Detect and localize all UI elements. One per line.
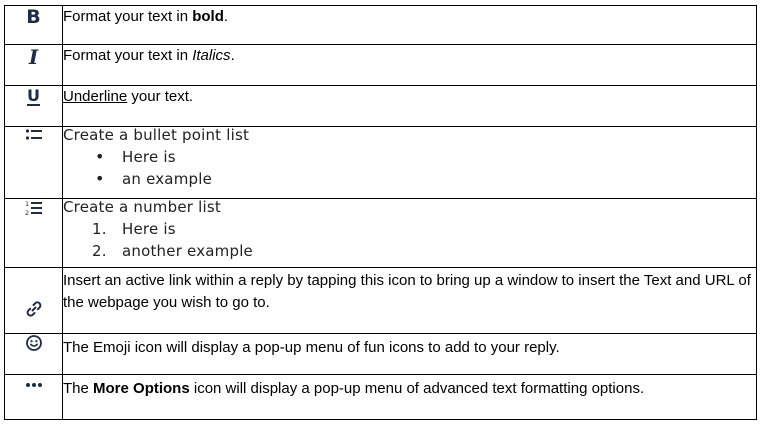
list-item bbox=[92, 218, 756, 240]
description-text: The bbox=[63, 380, 94, 397]
description-cell bbox=[63, 268, 757, 334]
list-item-text: Here is bbox=[122, 220, 176, 238]
description-cell bbox=[63, 334, 757, 375]
description-text: Format your text in bbox=[63, 8, 193, 25]
description-cell bbox=[63, 86, 757, 127]
description-text: The Emoji icon will display a pop-up menu of fun icons to add to your reply. bbox=[63, 339, 560, 356]
description-cell bbox=[63, 127, 757, 199]
emphasis-text: bold bbox=[192, 8, 224, 25]
icon-cell bbox=[5, 127, 63, 199]
list-item: • an example bbox=[122, 168, 756, 190]
table-row bbox=[5, 334, 757, 375]
icon-cell bbox=[5, 6, 63, 45]
list-lead-text: Create a bullet point list bbox=[63, 126, 250, 144]
emoji-icon bbox=[25, 334, 43, 352]
bullet-example-list bbox=[63, 146, 756, 190]
svg-text:2: 2 bbox=[24, 209, 29, 217]
numbered-example-list bbox=[63, 218, 756, 262]
description-text-end: your text. bbox=[127, 88, 194, 105]
emphasis-text: Italics bbox=[192, 47, 231, 64]
link-icon bbox=[25, 300, 43, 318]
svg-text:1: 1 bbox=[24, 200, 29, 208]
description-cell bbox=[63, 6, 757, 45]
underline-icon: U bbox=[27, 86, 40, 105]
description-cell bbox=[63, 375, 757, 420]
table-row bbox=[5, 127, 757, 199]
description-text-end: . bbox=[230, 47, 235, 64]
table-row bbox=[5, 268, 757, 334]
numbered-list-icon bbox=[25, 199, 43, 217]
list-number: 1. bbox=[92, 220, 107, 238]
list-item: • Here is bbox=[122, 146, 756, 168]
icon-cell bbox=[5, 199, 63, 268]
more-options-icon bbox=[25, 382, 43, 388]
description-text: Format your text in bbox=[63, 47, 193, 64]
description-cell bbox=[63, 45, 757, 86]
description-cell bbox=[63, 199, 757, 268]
formatting-options-table bbox=[4, 5, 757, 420]
list-lead-text: Create a number list bbox=[63, 198, 221, 216]
description-text-end: . bbox=[223, 8, 229, 25]
bold-icon: B bbox=[26, 6, 41, 28]
bullet-list-icon bbox=[25, 127, 43, 143]
icon-cell bbox=[5, 334, 63, 375]
icon-cell bbox=[5, 375, 63, 420]
list-item bbox=[92, 240, 756, 262]
table-row bbox=[5, 86, 757, 127]
list-item-text: another example bbox=[122, 242, 253, 260]
table-row bbox=[5, 199, 757, 268]
table-row bbox=[5, 375, 757, 420]
icon-cell bbox=[5, 268, 63, 334]
icon-cell bbox=[5, 86, 63, 127]
list-number: 2. bbox=[92, 242, 107, 260]
table-row bbox=[5, 6, 757, 45]
description-text-end: icon will display a pop-up menu of advanced text formatting options. bbox=[189, 380, 645, 397]
emphasis-text: More Options bbox=[93, 380, 190, 397]
icon-cell bbox=[5, 45, 63, 86]
emphasis-text: Underline bbox=[63, 88, 128, 105]
table-row bbox=[5, 45, 757, 86]
description-text: Insert an active link within a reply by tapping this icon to bring up a window to insert the Text and URL of the webpage you wish to go to. bbox=[63, 272, 751, 311]
italic-icon: I bbox=[28, 45, 39, 69]
